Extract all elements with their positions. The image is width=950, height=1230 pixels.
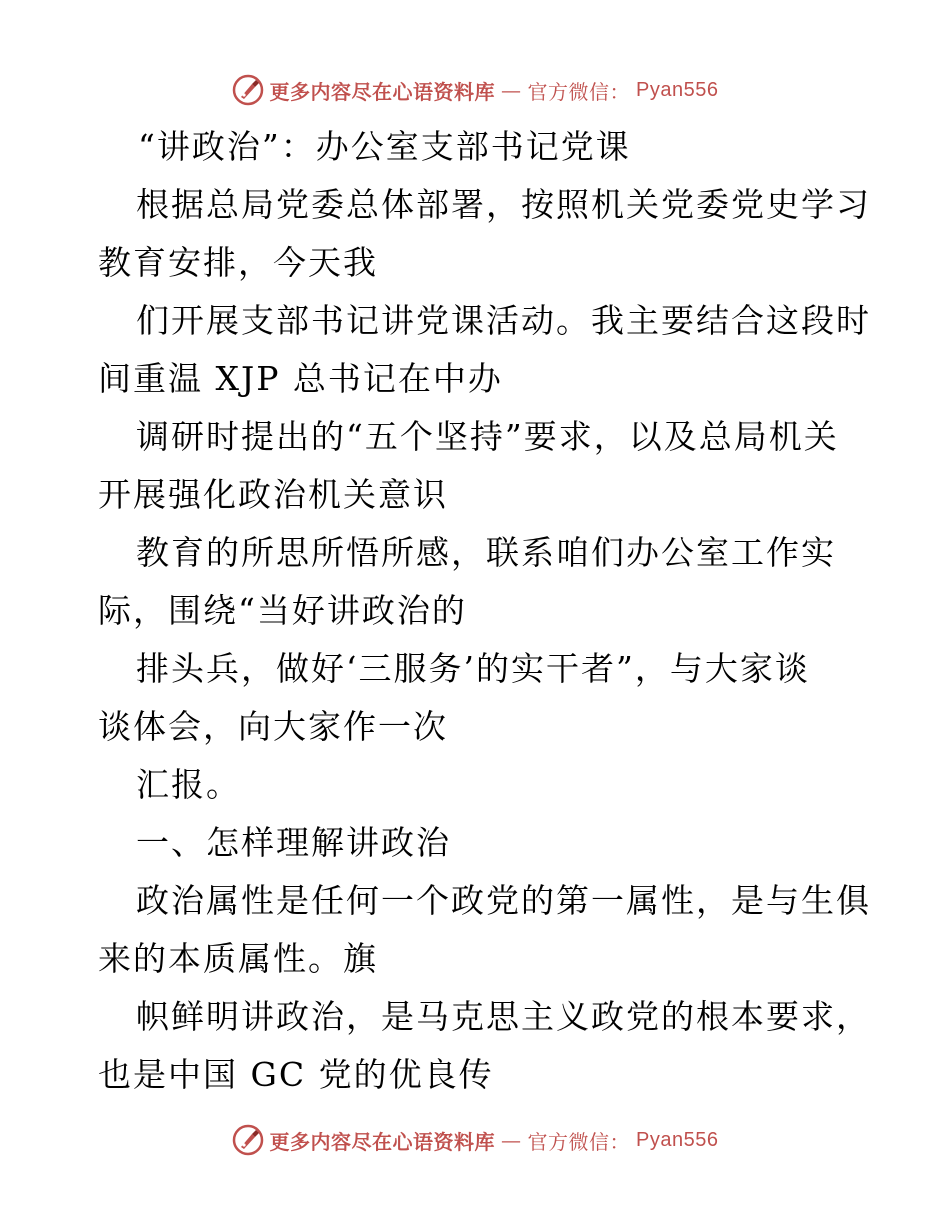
- paragraph-line: 来的本质属性。旗: [98, 939, 378, 978]
- header-banner-separator: —: [501, 78, 522, 102]
- document-title: “讲政治”：办公室支部书记党课: [138, 127, 631, 166]
- footer-banner-main-text: 更多内容尽在心语资料库: [269, 1129, 496, 1154]
- paragraph-line: 间重温 XJP 总书记在中办: [98, 359, 503, 398]
- paragraph-line: 政治属性是任何一个政党的第一属性，是与生俱: [136, 881, 871, 920]
- paragraph-line: 教育安排，今天我: [98, 243, 378, 282]
- header-banner-main-text: 更多内容尽在心语资料库: [269, 79, 496, 104]
- header-banner: [0, 70, 950, 110]
- footer-banner-separator: —: [501, 1128, 522, 1152]
- paragraph-line: 根据总局党委总体部署，按照机关党委党史学习: [136, 185, 871, 224]
- paragraph-line: 调研时提出的“五个坚持”要求，以及总局机关: [136, 417, 839, 456]
- header-banner-content: [232, 74, 719, 106]
- section-heading: 一、怎样理解讲政治: [136, 823, 451, 862]
- paragraph-line: 排头兵，做好‘三服务’的实干者”，与大家谈: [136, 649, 810, 688]
- footer-banner-wechat-id: Pyan556: [636, 1128, 719, 1151]
- pen-nib-logo-icon: [232, 1124, 264, 1156]
- pen-nib-logo-icon: [232, 74, 264, 106]
- header-banner-label: 官方微信：: [527, 79, 631, 104]
- header-banner-wechat-id: Pyan556: [636, 78, 719, 101]
- footer-banner-content: [232, 1124, 719, 1156]
- paragraph-line: 帜鲜明讲政治，是马克思主义政党的根本要求，: [136, 997, 871, 1036]
- footer-banner-label: 官方微信：: [527, 1129, 631, 1154]
- paragraph-line: 谈体会，向大家作一次: [98, 707, 448, 746]
- paragraph-line: 们开展支部书记讲党课活动。我主要结合这段时: [136, 301, 871, 340]
- paragraph-line: 汇报。: [136, 765, 241, 804]
- document-body: [98, 118, 871, 1104]
- paragraph-line: 教育的所思所悟所感，联系咱们办公室工作实: [136, 533, 836, 572]
- paragraph-line: 际，围绕“当好讲政治的: [98, 591, 467, 630]
- paragraph-line: 开展强化政治机关意识: [98, 475, 448, 514]
- footer-banner: [0, 1120, 950, 1160]
- paragraph-line: 也是中国 GC 党的优良传: [98, 1055, 494, 1094]
